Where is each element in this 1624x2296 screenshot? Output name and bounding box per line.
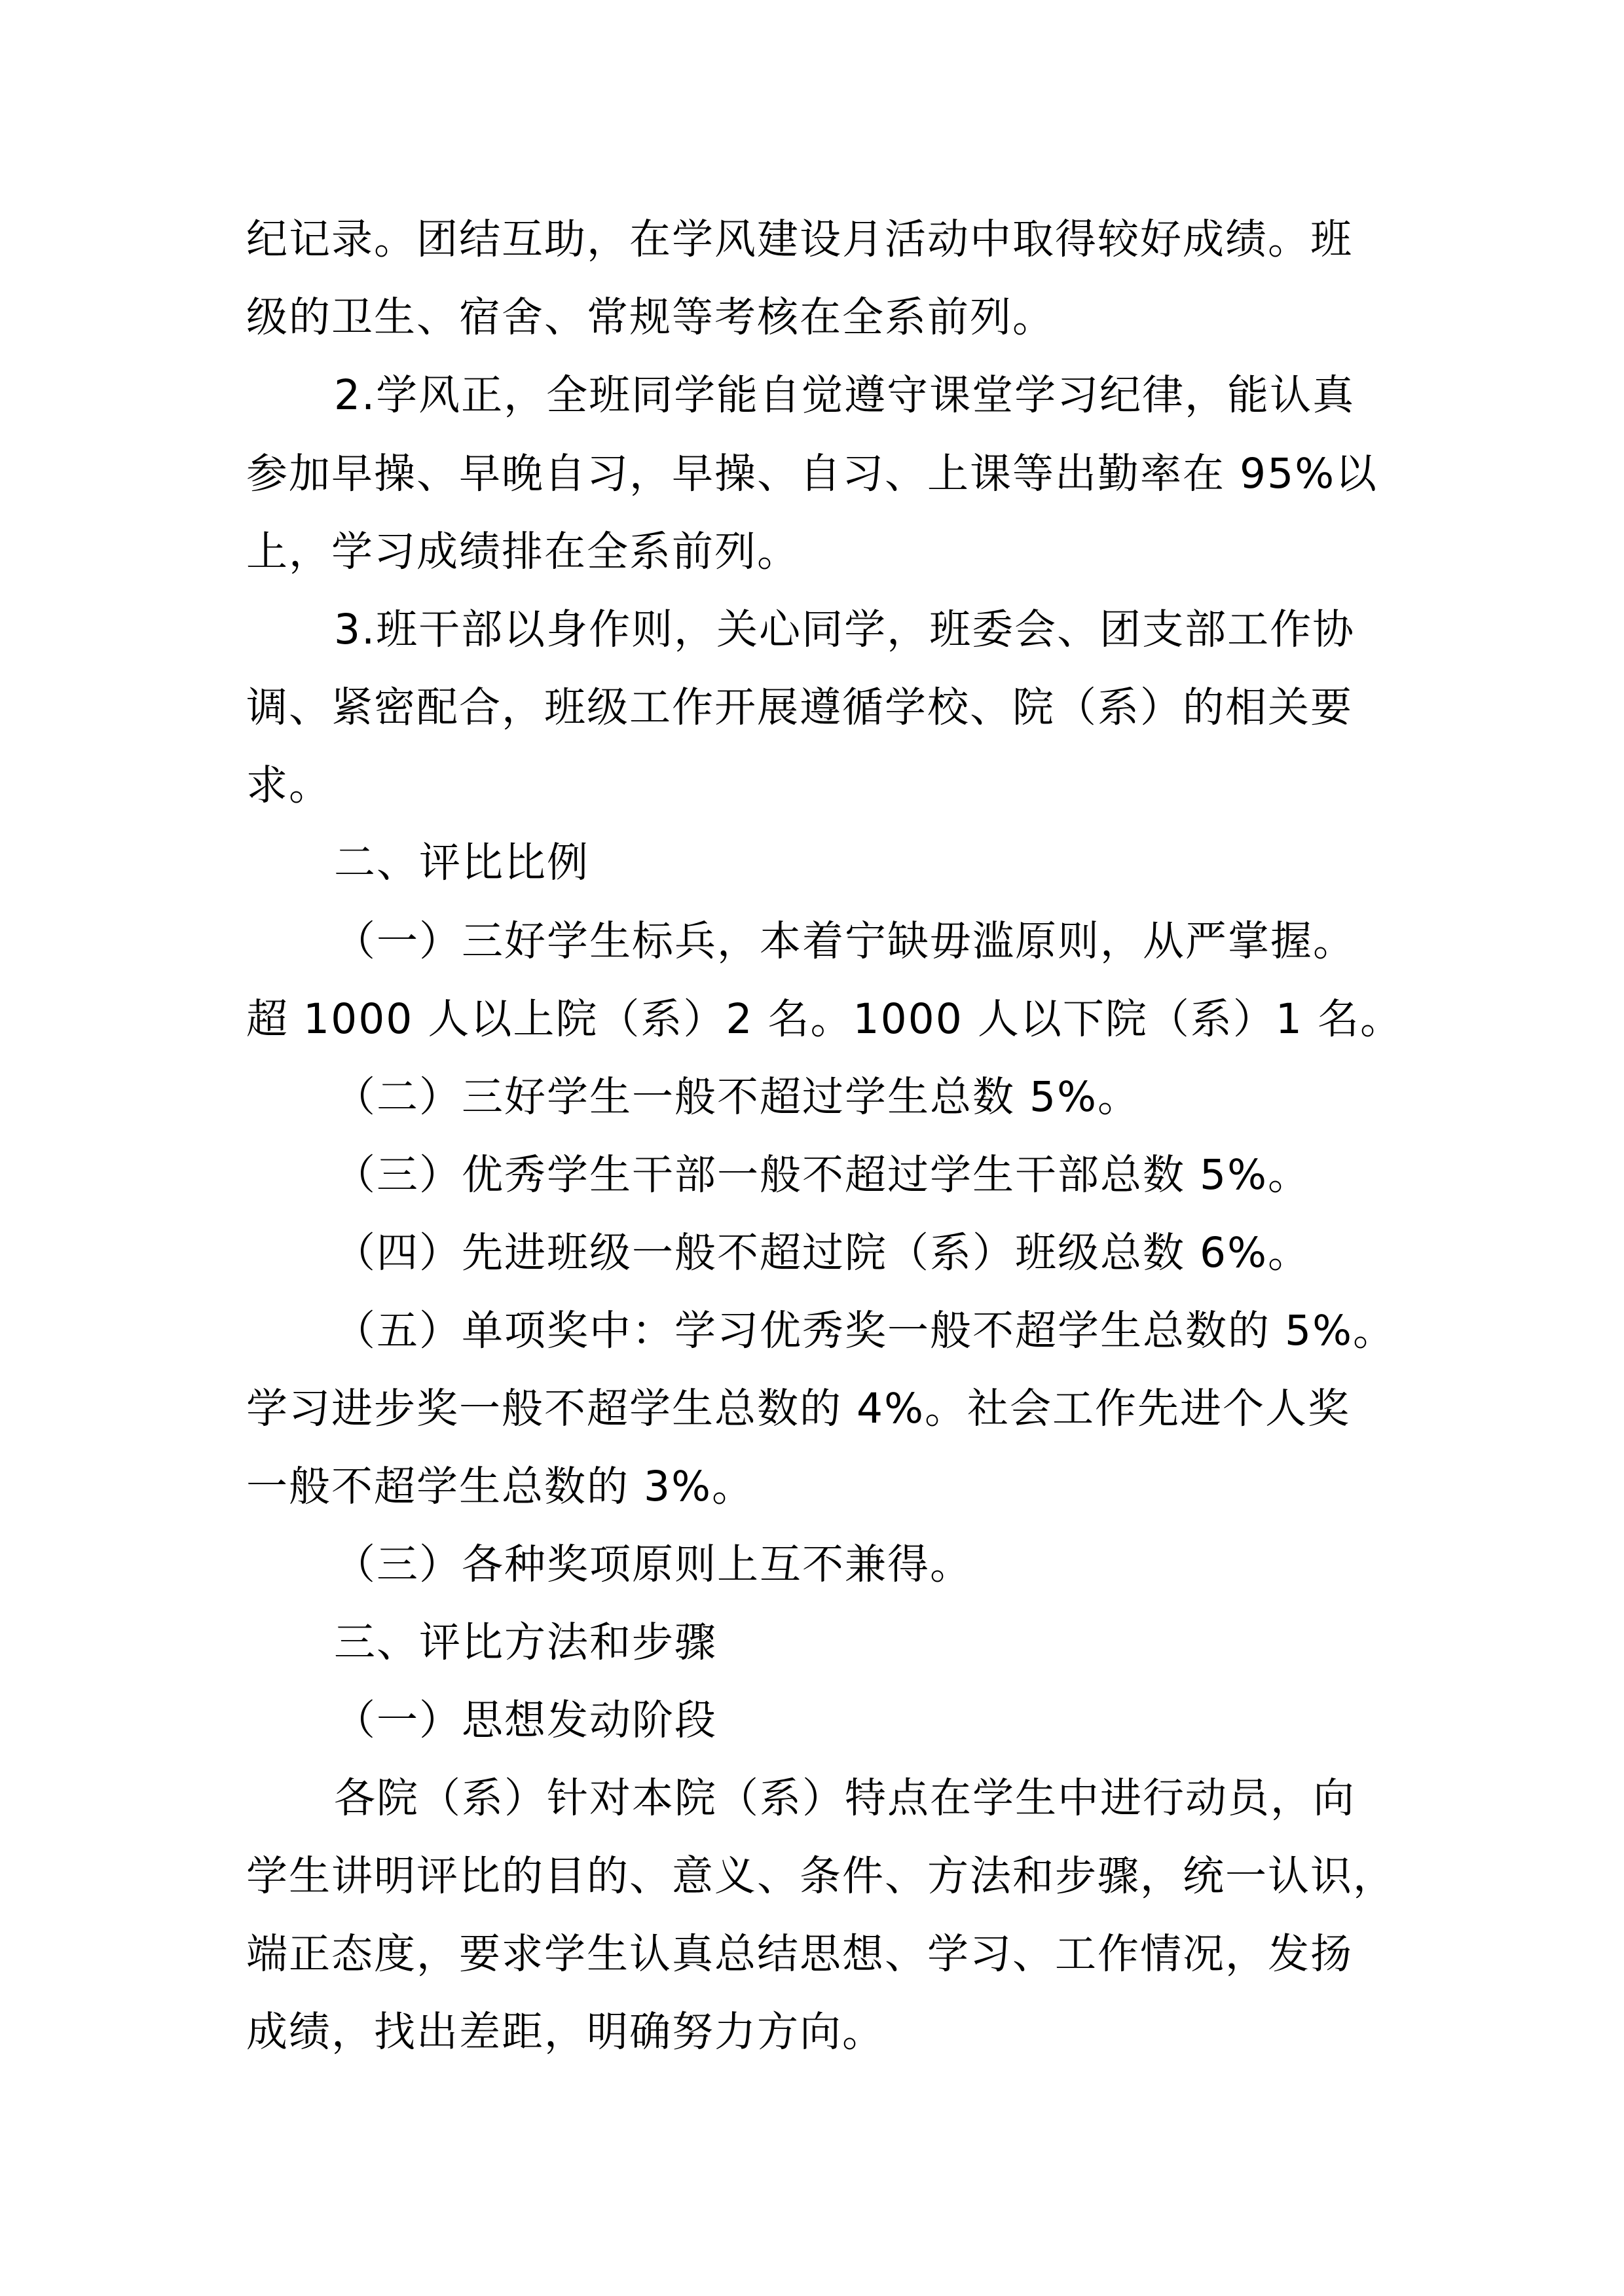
text-line: 求。	[246, 761, 331, 809]
text-line: 级的卫生、宿舍、常规等考核在全系前列。	[246, 293, 1055, 341]
text-line: 端正态度，要求学生认真总结思想、学习、工作情况，发扬	[246, 1930, 1353, 1978]
text-line: 2.学风正，全班同学能自觉遵守课堂学习纪律，能认真	[334, 371, 1356, 419]
text-line: 调、紧密配合，班级工作开展遵循学校、院（系）的相关要	[246, 683, 1353, 731]
text-line: （三）优秀学生干部一般不超过学生干部总数 5%。	[334, 1151, 1310, 1199]
text-line: 纪记录。团结互助，在学风建设月活动中取得较好成绩。班	[246, 215, 1353, 263]
text-line: 超 1000 人以上院（系）2 名。1000 人以下院（系）1 名。	[246, 995, 1403, 1043]
text-line: 各院（系）针对本院（系）特点在学生中进行动员，向	[334, 1774, 1356, 1822]
text-line: 参加早操、早晚自习，早操、自习、上课等出勤率在 95%以	[246, 450, 1378, 498]
text-line: （二）三好学生一般不超过学生总数 5%。	[334, 1073, 1140, 1121]
text-line: （四）先进班级一般不超过院（系）班级总数 6%。	[334, 1229, 1310, 1277]
text-line: （一）三好学生标兵，本着宁缺毋滥原则，从严掌握。	[334, 917, 1356, 965]
text-line: 上，学习成绩排在全系前列。	[246, 528, 800, 575]
section-heading: 三、评比方法和步骤	[334, 1618, 717, 1666]
text-line: 3.班干部以身作则，关心同学，班委会、团支部工作协	[334, 606, 1356, 653]
text-line: （五）单项奖中：学习优秀奖一般不超学生总数的 5%。	[334, 1307, 1395, 1355]
text-line: 学生讲明评比的目的、意义、条件、方法和步骤，统一认识，	[246, 1852, 1395, 1900]
text-line: （三）各种奖项原则上互不兼得。	[334, 1540, 972, 1588]
text-line: 一般不超学生总数的 3%。	[246, 1463, 754, 1510]
subsection-heading: （一）思想发动阶段	[334, 1696, 717, 1744]
text-line: 学习进步奖一般不超学生总数的 4%。社会工作先进个人奖	[246, 1385, 1350, 1432]
text-line: 成绩，找出差距，明确努力方向。	[246, 2008, 885, 2056]
section-heading: 二、评比比例	[334, 839, 589, 886]
